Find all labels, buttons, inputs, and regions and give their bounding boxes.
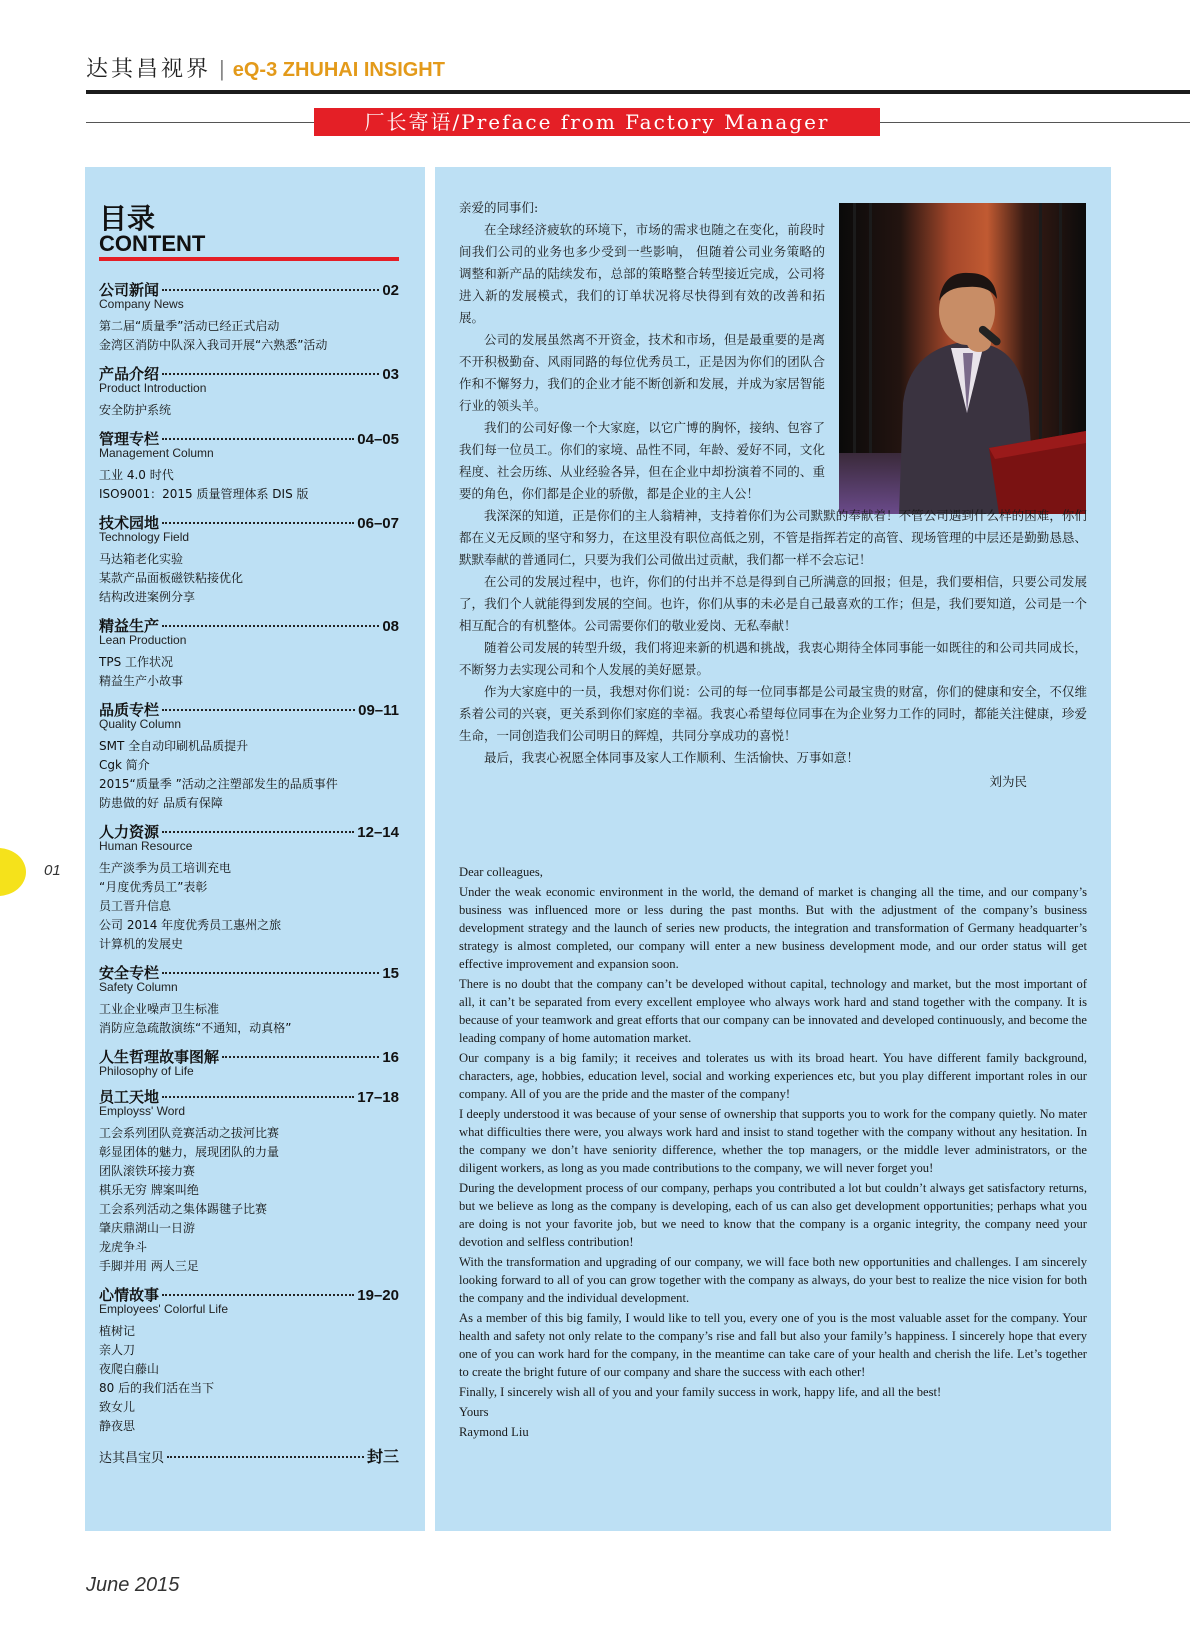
toc-section-title: 人力资源 bbox=[99, 823, 160, 841]
issue-date: June 2015 bbox=[86, 1574, 180, 1596]
toc-section[interactable] bbox=[99, 1284, 399, 1436]
toc-entry[interactable] bbox=[99, 279, 399, 299]
toc-section-subtitle: Employss' Word bbox=[99, 1104, 186, 1118]
toc-section-subtitle: Safety Column bbox=[99, 980, 178, 994]
toc-page-number: 08 bbox=[382, 618, 399, 635]
toc-section[interactable] bbox=[99, 363, 399, 420]
toc-article: 彰显团体的魅力，展现团队的力量 bbox=[99, 1145, 280, 1159]
toc-section-title: 产品介绍 bbox=[99, 365, 160, 383]
toc-page-number: 04–05 bbox=[357, 431, 399, 448]
toc-page-number: 02 bbox=[382, 282, 399, 299]
toc-article: 工业 4.0 时代 bbox=[99, 468, 174, 482]
toc-section-subtitle: Human Resource bbox=[99, 839, 193, 853]
toc-section-subtitle: Management Column bbox=[99, 446, 214, 460]
cn-paragraph: 随着公司发展的转型升级，我们将迎来新的机遇和挑战，我衷心期待全体同事能一如既往的和公司共同成长，不断努力去实现公司和个人发展的美好愿景。 bbox=[459, 640, 1087, 677]
toc-entry[interactable] bbox=[99, 512, 399, 532]
toc-article: 工会系列团队竞赛活动之拔河比赛 bbox=[99, 1126, 280, 1140]
toc-page-number: 17–18 bbox=[357, 1089, 399, 1106]
toc-article: 某款产品面板磁铁粘接优化 bbox=[99, 571, 244, 585]
toc-entry[interactable] bbox=[99, 1444, 399, 1464]
toc-article: 防患做的好 品质有保障 bbox=[99, 796, 223, 810]
toc-leader-dots bbox=[162, 522, 354, 524]
en-paragraph: During the development process of our company, perhaps you contributed a lot but couldn’t always get satisfactory returns, but we believe as long as the company is developing, each of us can also get development opportunities; perhaps what you are doing is not your favorite job, but we need to know that the company is a organic integrity, the company need your devotion and selfless contribution! bbox=[459, 1181, 1087, 1249]
toc-section-title: 品质专栏 bbox=[99, 701, 160, 719]
toc-section-title: 精益生产 bbox=[99, 617, 160, 635]
toc-article: 棋乐无穷 牌案叫绝 bbox=[99, 1183, 199, 1197]
toc-leader-dots bbox=[162, 831, 354, 833]
toc-leader-dots bbox=[162, 438, 354, 440]
toc-article: 员工晋升信息 bbox=[99, 899, 172, 913]
toc-section-subtitle: Philosophy of Life bbox=[99, 1064, 194, 1078]
toc-section[interactable] bbox=[99, 962, 399, 1038]
toc-section[interactable] bbox=[99, 615, 399, 691]
letter-greeting-en: Dear colleagues, bbox=[459, 865, 543, 879]
toc-section-subtitle: Technology Field bbox=[99, 530, 190, 544]
toc-section-subtitle: Product Introduction bbox=[99, 381, 207, 395]
toc-divider bbox=[99, 257, 399, 261]
toc-article: 致女儿 bbox=[99, 1400, 136, 1414]
cn-paragraph: 作为大家庭中的一员，我想对你们说：公司的每一位同事都是公司最宝贵的财富，你们的健康和安全，不仅维系着公司的兴衰，更关系到你们家庭的幸福。我衷心希望每位同事在为企业努力工作的同时，都能关注健康，珍爱生命，一同创造我们公司明日的辉煌，共同分享成功的喜悦！ bbox=[459, 684, 1087, 743]
header-rule bbox=[86, 90, 1190, 94]
cn-paragraph: 最后，我衷心祝愿全体同事及家人工作顺利、生活愉快、万事如意！ bbox=[484, 750, 860, 765]
toc-article: 马达箱老化实验 bbox=[99, 552, 184, 566]
toc-section-subtitle: Quality Column bbox=[99, 717, 182, 731]
toc-section-title: 安全专栏 bbox=[99, 964, 160, 982]
toc-leader-dots bbox=[162, 1294, 354, 1296]
toc-article: “月度优秀员工”表彰 bbox=[99, 880, 208, 894]
toc-section-subtitle: Company News bbox=[99, 297, 184, 311]
toc-leader-dots bbox=[162, 625, 379, 627]
cn-paragraph: 在公司的发展过程中，也许，你们的付出并不总是得到自己所满意的回报；但是，我们要相信，只要公司发展了，我们个人就能得到发展的空间。也许，你们从事的未必是自己最喜欢的工作；但是，我们要知道，公司是一个相互配合的有机整体。公司需要你们的敬业爱岗、无私奉献！ bbox=[459, 574, 1087, 633]
toc-article: Cgk 简介 bbox=[99, 758, 150, 772]
letter-cn-narrow bbox=[459, 219, 1087, 505]
toc-section-title: 人生哲理故事图解 bbox=[99, 1048, 220, 1066]
toc-article: 植树记 bbox=[99, 1324, 136, 1338]
toc-section[interactable] bbox=[99, 279, 399, 355]
toc-page-number: 06–07 bbox=[357, 515, 399, 532]
letter-signature-en: Raymond Liu bbox=[459, 1425, 529, 1439]
toc-article: 工业企业噪声卫生标准 bbox=[99, 1002, 220, 1016]
en-paragraph: Finally, I sincerely wish all of you and your family success in work, happy life, and all the best! bbox=[459, 1385, 942, 1399]
magazine-title-cn: 达其昌视界 bbox=[86, 57, 212, 82]
en-paragraph: I deeply understood it was because of your sense of ownership that supports you to work for the company quietly. No mater what difficulties there were, you always work hard and insist to stand together with the company without any hesitation. In the company we don’t have seniority difference, whether the top managers, or the middle lever administrators, or the diligent workers, as long as you made contributions to the company, we will never forget you! bbox=[459, 1107, 1087, 1175]
toc-section[interactable] bbox=[99, 428, 399, 504]
toc-article: 金湾区消防中队深入我司开展“六熟悉”活动 bbox=[99, 338, 328, 352]
toc-leader-dots bbox=[162, 709, 355, 711]
toc-page-number: 09–11 bbox=[358, 702, 399, 719]
toc-leader-dots bbox=[162, 1096, 354, 1098]
toc-section[interactable] bbox=[99, 1444, 399, 1464]
toc-entry[interactable] bbox=[99, 1284, 399, 1304]
toc-leader-dots bbox=[222, 1056, 379, 1058]
toc-entry[interactable] bbox=[99, 821, 399, 841]
toc-article: 亲人刀 bbox=[99, 1343, 136, 1357]
cn-paragraph: 我深深的知道，正是你们的主人翁精神，支持着你们为公司默默的奉献着！不管公司遇到什么样的困难，你们都在义无反顾的坚守和努力，在这里没有职位高低之别，不管是指挥若定的高管、现场管理的中层还是勤勤恳恳、默默奉献的普通同仁，只要为我们公司做出过贡献，我们都一样不会忘记！ bbox=[459, 508, 1087, 567]
toc-leader-dots bbox=[162, 289, 379, 291]
toc-article: 80 后的我们活在当下 bbox=[99, 1381, 215, 1395]
letter-greeting-cn: 亲爱的同事们: bbox=[459, 200, 539, 215]
toc-entry[interactable] bbox=[99, 1086, 399, 1106]
toc-article: 结构改进案例分享 bbox=[99, 590, 196, 604]
magazine-title-en: eQ-3 ZHUHAI INSIGHT bbox=[232, 59, 445, 81]
toc-article: 团队滚铁环接力赛 bbox=[99, 1164, 196, 1178]
cn-paragraph: 公司的发展虽然离不开资金，技术和市场，但是最重要的是离不开积极勤奋、风雨同路的每位优秀员工，正是因为你们的团队合作和不懈努力，我们的企业才能不断创新和发展，并成为家居智能行业的领头羊。 bbox=[459, 332, 825, 413]
toc-leader-dots bbox=[167, 1456, 364, 1458]
en-paragraph: With the transformation and upgrading of our company, we will face both new opportunities and challenges. I am sincerely looking forward to all of you can grow together with the company as always, do your best to realize the nice vision for both the company and the individual development. bbox=[459, 1255, 1087, 1305]
toc-section-title: 管理专栏 bbox=[99, 430, 160, 448]
toc-panel bbox=[85, 167, 425, 1531]
toc-section-subtitle: Lean Production bbox=[99, 633, 187, 647]
toc-article: TPS 工作状况 bbox=[99, 655, 173, 669]
toc-article: 2015“质量季 ”活动之注塑部发生的品质事件 bbox=[99, 777, 338, 791]
page-number: 01 bbox=[44, 862, 61, 879]
header-separator: | bbox=[219, 56, 225, 81]
toc-section-title: 员工天地 bbox=[99, 1088, 160, 1106]
toc-article: SMT 全自动印刷机品质提升 bbox=[99, 739, 249, 753]
toc-page-number: 03 bbox=[382, 366, 399, 383]
toc-article: 生产淡季为员工培训充电 bbox=[99, 861, 232, 875]
en-paragraph: As a member of this big family, I would like to tell you, every one of you is the most valuable asset for the company. Your health and safety not only relate to the company’s rise and fall but also your family’s happiness. I sincerely hope that every one of you can work hard for the company, in the meantime can take care of your health and cherish the life. Let’s together to create the bright future of our company and share the success with each other! bbox=[459, 1311, 1087, 1379]
toc-article: 龙虎争斗 bbox=[99, 1240, 148, 1254]
toc-page-number: 16 bbox=[382, 1049, 399, 1066]
toc-section[interactable] bbox=[99, 699, 399, 813]
toc-page-number: 12–14 bbox=[357, 824, 399, 841]
toc-list bbox=[99, 271, 399, 1464]
toc-article: ISO9001：2015 质量管理体系 DIS 版 bbox=[99, 487, 309, 501]
toc-section-title: 达其昌宝贝 bbox=[99, 1451, 165, 1466]
letter-cn-wide bbox=[459, 505, 1087, 769]
toc-section-title: 心情故事 bbox=[99, 1286, 160, 1304]
letter-english bbox=[459, 863, 1087, 1443]
toc-leader-dots bbox=[162, 373, 379, 375]
letter-panel bbox=[435, 167, 1111, 1531]
toc-page-number: 19–20 bbox=[357, 1287, 399, 1304]
cn-paragraph: 在全球经济疲软的环境下，市场的需求也随之在变化，前段时间我们公司的业务也多少受到一些影响， 但随着公司业务策略的调整和新产品的陆续发布，总部的策略整合转型接近完成，公司将进入新的发展模式，我们的订单状况将尽快得到有效的改善和拓展。 bbox=[459, 222, 825, 325]
letter-chinese bbox=[459, 197, 1087, 793]
en-paragraph: There is no doubt that the company can’t be developed without capital, technology and market, but the most important of all, it can’t be separated from every excellent employee who always work hard and stand together with the company. It is because of your teamwork and great efforts that our company can be innovated and developed continuously, and become the leading company of home automation market. bbox=[459, 977, 1087, 1045]
magazine-header bbox=[86, 52, 445, 83]
toc-article: 消防应急疏散演练“不通知，动真格” bbox=[99, 1021, 292, 1035]
toc-section[interactable] bbox=[99, 1046, 399, 1078]
toc-section-subtitle: Employees' Colorful Life bbox=[99, 1302, 229, 1316]
letter-closing-en: Yours bbox=[459, 1405, 489, 1419]
toc-entry[interactable] bbox=[99, 363, 399, 383]
toc-article: 手脚并用 两人三足 bbox=[99, 1259, 199, 1273]
toc-article: 安全防护系统 bbox=[99, 403, 172, 417]
toc-section-title: 公司新闻 bbox=[99, 281, 160, 299]
toc-section[interactable] bbox=[99, 512, 399, 607]
toc-article: 公司 2014 年度优秀员工惠州之旅 bbox=[99, 918, 282, 932]
toc-page-number: 封三 bbox=[366, 1447, 399, 1466]
toc-title-en: CONTENT bbox=[99, 231, 206, 256]
toc-title-cn: 目录 bbox=[99, 202, 156, 235]
toc-article: 精益生产小故事 bbox=[99, 674, 184, 688]
en-paragraph: Our company is a big family; it receives and tolerates us with its broad heart. You have different family background, characters, age, hobbies, education level, social and working experiences etc, but you play different important roles in our company. All of you are the pride and the master of the company! bbox=[459, 1051, 1087, 1101]
toc-leader-dots bbox=[162, 972, 379, 974]
cn-paragraph: 我们的公司好像一个大家庭，以它广博的胸怀，接纳、包容了我们每一位员工。你们的家境、品性不同，年龄、爱好不同，文化程度、社会历练、从业经验各异，但在企业中却扮演着不同的、重要的角色，你们都是企业的骄傲，都是企业的主人公！ bbox=[459, 420, 825, 501]
toc-entry[interactable] bbox=[99, 699, 399, 719]
toc-entry[interactable] bbox=[99, 428, 399, 448]
toc-article: 夜爬白藤山 bbox=[99, 1362, 160, 1376]
toc-article: 计算机的发展史 bbox=[99, 937, 184, 951]
toc-article: 工会系列活动之集体踢毽子比赛 bbox=[99, 1202, 268, 1216]
toc-section-title: 技术园地 bbox=[99, 514, 160, 532]
toc-entry[interactable] bbox=[99, 962, 399, 982]
toc-article: 肇庆鼎湖山一日游 bbox=[99, 1221, 196, 1235]
toc-article: 静夜思 bbox=[99, 1419, 136, 1433]
toc-section[interactable] bbox=[99, 1086, 399, 1276]
toc-entry[interactable] bbox=[99, 1046, 399, 1066]
page-number-marker bbox=[0, 848, 26, 896]
section-banner: 厂长寄语/Preface from Factory Manager bbox=[314, 108, 880, 136]
toc-page-number: 15 bbox=[382, 965, 399, 982]
en-paragraph: Under the weak economic environment in the world, the demand of market is changing all the time, and our company’s business was influenced more or less during the past months. But with the adjustment of the company’s business development strategy and the launch of series new products, the integration and transformation of Germany headquarter’s strategy is almost completed, our company will enter a new business development mode, and our order status will get effective improvement and expansion soon. bbox=[459, 885, 1087, 971]
toc-article: 第二届“质量季”活动已经正式启动 bbox=[99, 319, 280, 333]
toc-section[interactable] bbox=[99, 821, 399, 954]
toc-entry[interactable] bbox=[99, 615, 399, 635]
letter-signature-cn: 刘为民 bbox=[989, 774, 1027, 789]
